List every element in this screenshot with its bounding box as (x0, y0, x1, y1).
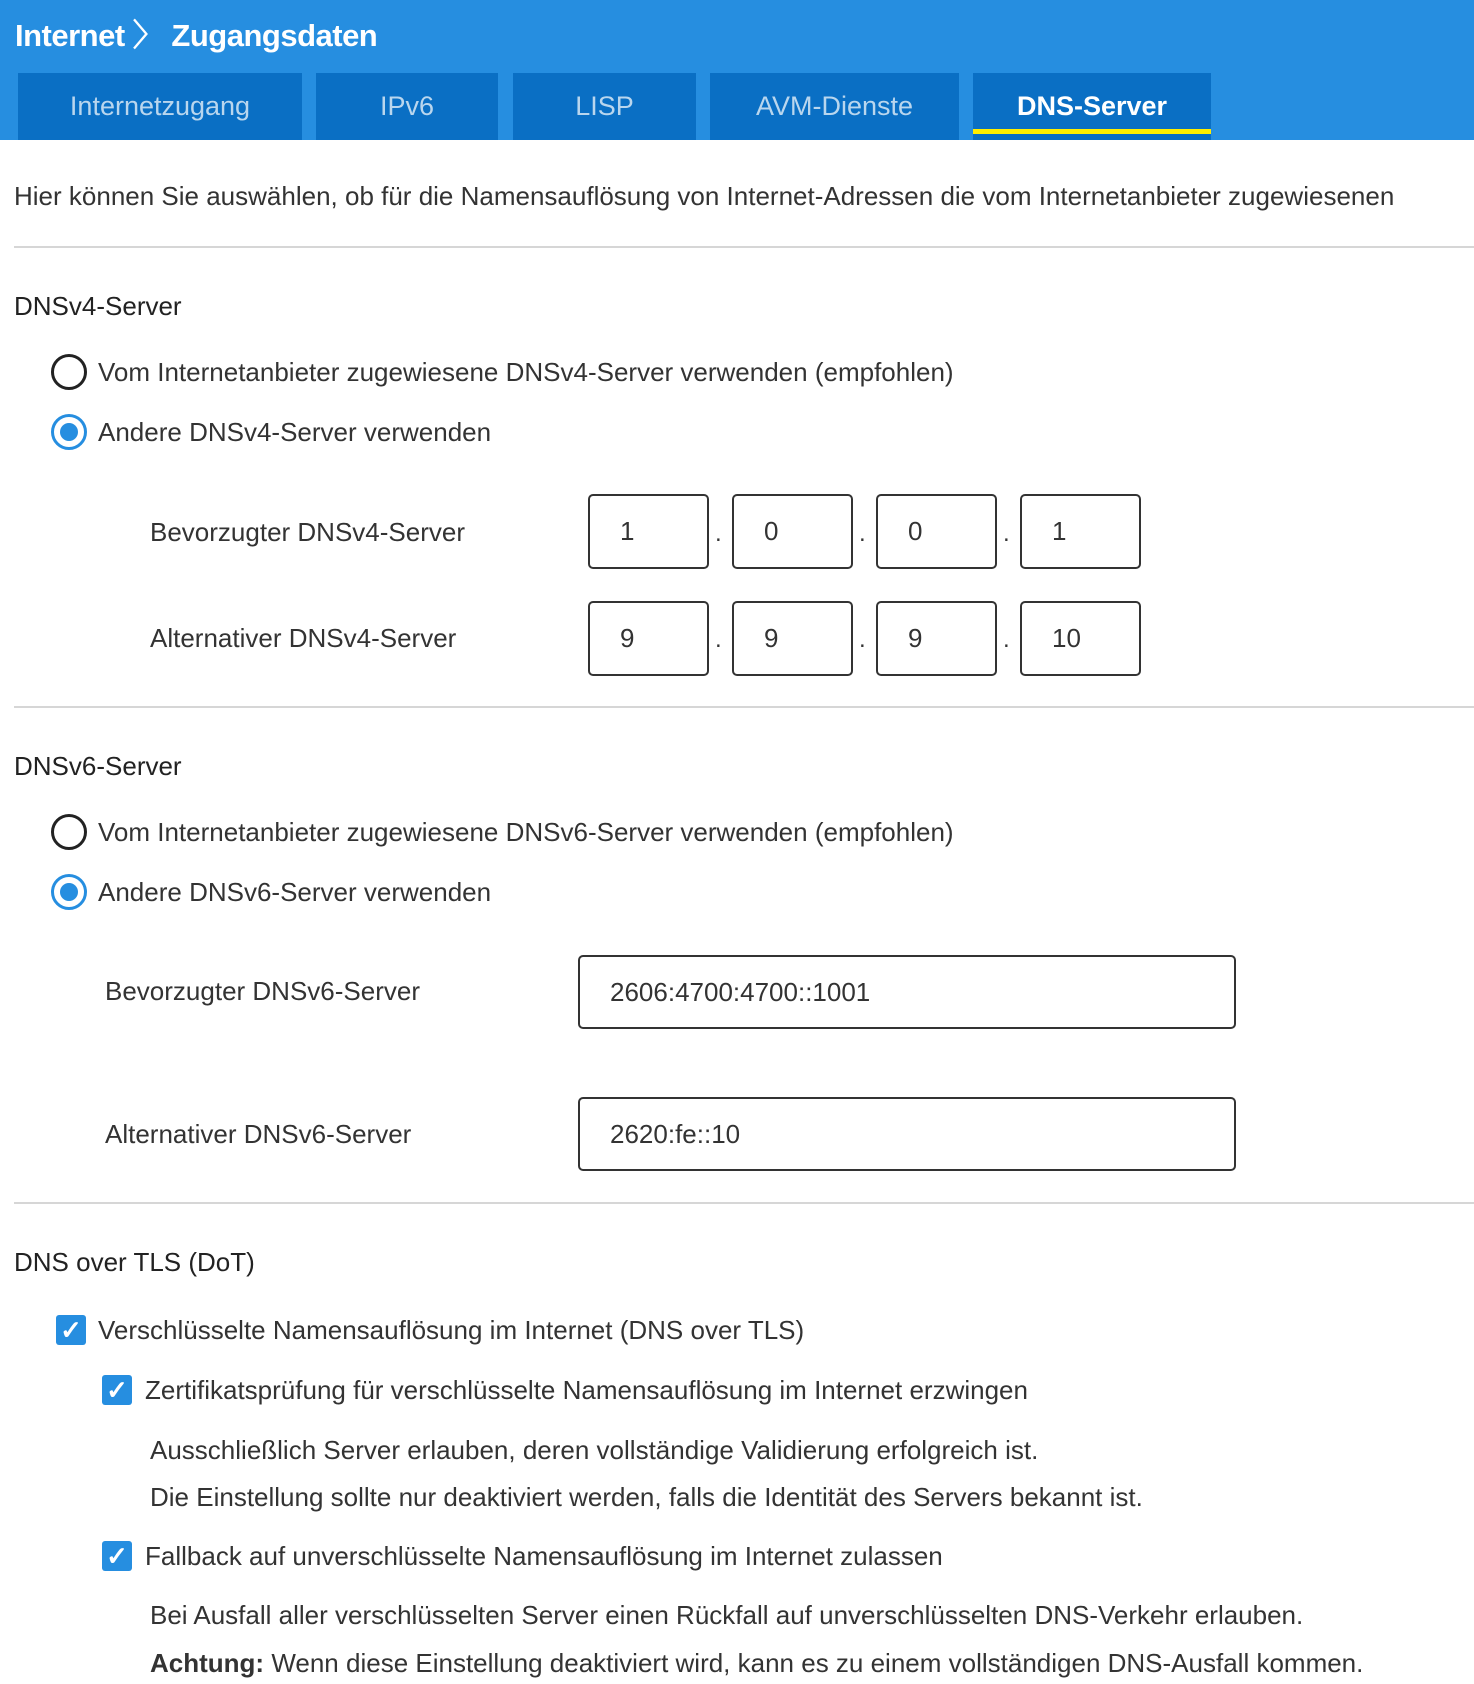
dnsv4-alternate-label: Alternativer DNSv4-Server (150, 623, 457, 653)
dot-heading: DNS over TLS (DoT) (14, 1247, 255, 1277)
dnsv4-preferred-octet-2[interactable]: 0 (732, 494, 853, 569)
dnsv4-alternate-octet-3[interactable]: 9 (876, 601, 997, 676)
dot-separator: . (715, 520, 722, 547)
dnsv6-isp-radio[interactable] (51, 814, 87, 850)
warning-text: Wenn diese Einstellung deaktiviert wird, kann es zu einem vollständigen DNS-Ausfall kommen. (264, 1648, 1364, 1678)
dnsv6-other-radio[interactable] (51, 874, 87, 910)
dnsv4-preferred-label: Bevorzugter DNSv4-Server (150, 517, 465, 547)
cert-check-label: Zertifikatsprüfung für verschlüsselte Namensauflösung im Internet erzwingen (145, 1375, 1028, 1405)
dnsv4-preferred-octet-1[interactable]: 1 (588, 494, 709, 569)
divider (14, 1202, 1474, 1204)
dnsv6-preferred-input[interactable]: 2606:4700:4700::1001 (578, 955, 1236, 1029)
divider (14, 246, 1474, 248)
warning-prefix: Achtung: (150, 1648, 265, 1678)
fallback-desc: Bei Ausfall aller verschlüsselten Server einen Rückfall auf unverschlüsselten DNS-Verkehr erlauben. (150, 1600, 1304, 1630)
tab-dns-server[interactable]: DNS-Server (973, 73, 1211, 140)
breadcrumb: Internet 〉 Zugangsdaten (15, 18, 378, 53)
dnsv4-heading: DNSv4-Server (14, 291, 182, 321)
dnsv4-preferred-octet-3[interactable]: 0 (876, 494, 997, 569)
fallback-checkbox[interactable] (102, 1541, 132, 1571)
dnsv4-alternate-octet-4[interactable]: 10 (1020, 601, 1141, 676)
dot-separator: . (1003, 520, 1010, 547)
checkmark-icon: ✓ (106, 1374, 128, 1405)
dot-separator: . (859, 520, 866, 547)
dot-separator: . (1003, 626, 1010, 653)
dnsv6-other-label: Andere DNSv6-Server verwenden (98, 877, 492, 907)
encrypted-dns-checkbox[interactable] (56, 1315, 86, 1345)
cert-check-checkbox[interactable] (102, 1375, 132, 1405)
dnsv6-isp-label: Vom Internetanbieter zugewiesene DNSv6-Server verwenden (empfohlen) (98, 817, 954, 847)
dot-separator: . (859, 626, 866, 653)
dnsv6-alternate-label: Alternativer DNSv6-Server (105, 1119, 412, 1149)
dnsv4-preferred-octet-4[interactable]: 1 (1020, 494, 1141, 569)
tab-internetzugang[interactable]: Internetzugang (18, 73, 302, 140)
fallback-label: Fallback auf unverschlüsselte Namensauflösung im Internet zulassen (145, 1541, 943, 1571)
dnsv4-other-radio[interactable] (51, 414, 87, 450)
dnsv6-preferred-label: Bevorzugter DNSv6-Server (105, 976, 420, 1006)
dnsv4-isp-radio[interactable] (51, 354, 87, 390)
dot-separator: . (715, 626, 722, 653)
cert-desc-1: Ausschließlich Server erlauben, deren vollständige Validierung erfolgreich ist. (150, 1435, 1039, 1465)
dnsv4-isp-label: Vom Internetanbieter zugewiesene DNSv4-Server verwenden (empfohlen) (98, 357, 954, 387)
dnsv6-alternate-input[interactable]: 2620:fe::10 (578, 1097, 1236, 1171)
checkmark-icon: ✓ (106, 1540, 128, 1571)
dnsv4-alternate-octet-2[interactable]: 9 (732, 601, 853, 676)
checkmark-icon: ✓ (60, 1314, 82, 1345)
tab-avm-dienste[interactable]: AVM-Dienste (710, 73, 959, 140)
tab-lisp[interactable]: LISP (513, 73, 696, 140)
header-bar (0, 0, 1474, 140)
intro-text: Hier können Sie auswählen, ob für die Namensauflösung von Internet-Adressen die vom Internetanbieter zugewiesenen (14, 181, 1395, 211)
fallback-warning (150, 1648, 1363, 1679)
encrypted-dns-label: Verschlüsselte Namensauflösung im Internet (DNS over TLS) (98, 1315, 805, 1345)
tab-ipv6[interactable]: IPv6 (316, 73, 498, 140)
divider (14, 706, 1474, 708)
dnsv4-alternate-octet-1[interactable]: 9 (588, 601, 709, 676)
dnsv6-heading: DNSv6-Server (14, 751, 182, 781)
dnsv4-other-label: Andere DNSv4-Server verwenden (98, 417, 492, 447)
cert-desc-2: Die Einstellung sollte nur deaktiviert werden, falls die Identität des Servers bekannt ist. (150, 1482, 1143, 1512)
